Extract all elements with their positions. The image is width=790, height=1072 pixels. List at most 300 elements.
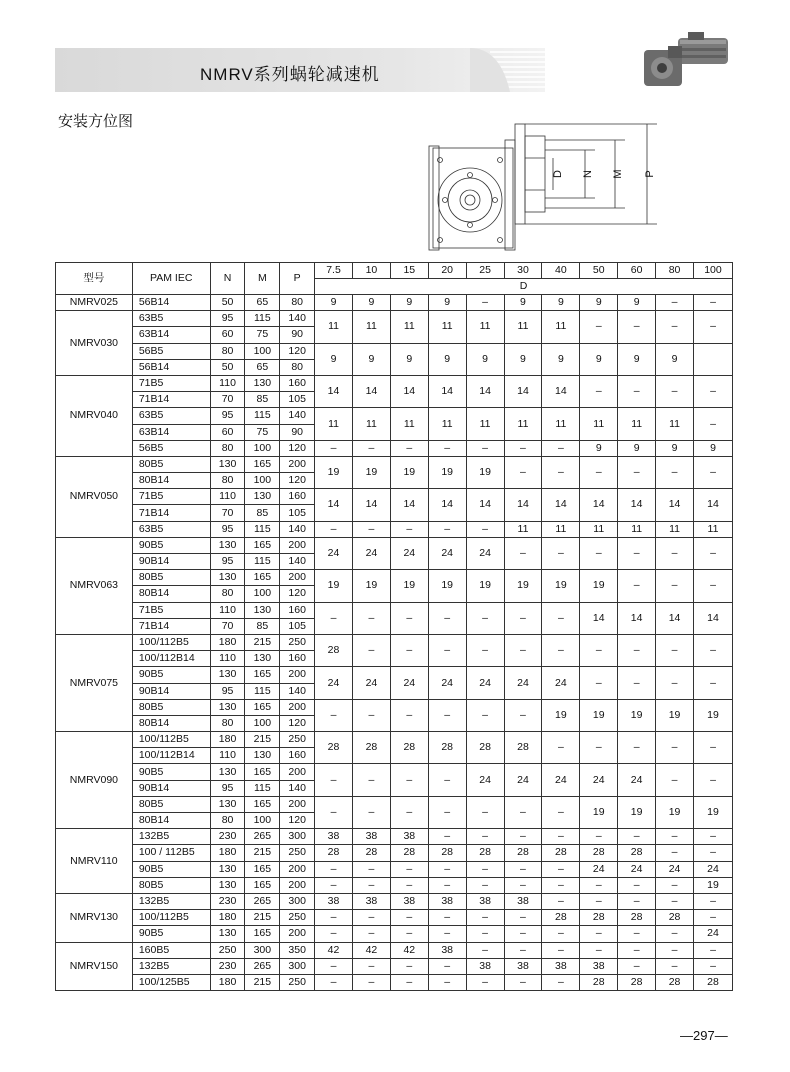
d-value-cell: – (315, 926, 353, 942)
n-cell: 180 (210, 910, 245, 926)
pam-cell: 80B14 (132, 473, 210, 489)
d-value-cell: – (656, 375, 694, 407)
d-value-cell: – (693, 375, 732, 407)
d-value-cell: – (390, 602, 428, 634)
p-cell: 160 (280, 489, 315, 505)
d-value-cell: 9 (428, 295, 466, 311)
d-value-cell: 28 (693, 974, 732, 990)
d-value-cell: 24 (428, 537, 466, 569)
d-value-cell: 28 (466, 845, 504, 861)
d-value-cell: 9 (618, 440, 656, 456)
n-cell: 130 (210, 667, 245, 683)
p-cell: 200 (280, 699, 315, 715)
d-value-cell: – (618, 537, 656, 569)
d-value-cell: – (315, 521, 353, 537)
d-value-cell: – (352, 602, 390, 634)
d-value-cell: – (656, 829, 694, 845)
d-value-cell: 19 (618, 699, 656, 731)
d-value-cell: – (693, 845, 732, 861)
d-value-cell: – (656, 634, 694, 666)
d-value-cell: 11 (542, 311, 580, 343)
d-value-cell: 24 (693, 926, 732, 942)
d-value-cell: – (656, 877, 694, 893)
m-cell: 100 (245, 715, 280, 731)
pam-cell: 100/112B14 (132, 651, 210, 667)
section-title: 安装方位图 (58, 113, 134, 130)
d-value-cell: 14 (542, 489, 580, 521)
p-cell: 200 (280, 877, 315, 893)
d-value-cell: 28 (542, 845, 580, 861)
n-cell: 180 (210, 634, 245, 650)
d-value-cell: – (504, 910, 542, 926)
d-value-cell: 19 (504, 570, 542, 602)
m-cell: 215 (245, 634, 280, 650)
d-value-cell: – (428, 764, 466, 796)
table-row (56, 699, 733, 715)
m-cell: 100 (245, 440, 280, 456)
ratio-header: 60 (618, 263, 656, 279)
m-cell: 100 (245, 343, 280, 359)
d-value-cell: 11 (618, 521, 656, 537)
d-value-cell: – (580, 537, 618, 569)
d-value-cell: 9 (542, 295, 580, 311)
d-value-cell: 28 (352, 845, 390, 861)
table-row (56, 974, 733, 990)
d-value-cell: – (656, 732, 694, 764)
d-value-cell: – (618, 634, 656, 666)
p-cell: 120 (280, 586, 315, 602)
p-cell: 350 (280, 942, 315, 958)
banner-stripes (470, 48, 640, 92)
d-value-cell: 28 (618, 974, 656, 990)
m-header: M (245, 263, 280, 295)
d-value-cell: – (693, 958, 732, 974)
m-cell: 130 (245, 602, 280, 618)
d-value-cell: 24 (618, 764, 656, 796)
pam-cell: 80B14 (132, 586, 210, 602)
d-value-cell: – (693, 456, 732, 488)
p-cell: 140 (280, 780, 315, 796)
pam-cell: 90B5 (132, 861, 210, 877)
d-value-cell: 38 (390, 829, 428, 845)
d-value-cell: – (428, 521, 466, 537)
d-value-cell: 24 (580, 861, 618, 877)
d-value-cell: – (428, 796, 466, 828)
d-value-cell: 19 (580, 699, 618, 731)
d-value-cell: – (466, 796, 504, 828)
d-value-cell: 24 (428, 667, 466, 699)
m-cell: 165 (245, 861, 280, 877)
m-cell: 265 (245, 958, 280, 974)
d-value-cell: – (656, 667, 694, 699)
pam-cell: 80B5 (132, 570, 210, 586)
pam-cell: 100/112B5 (132, 910, 210, 926)
table-row (56, 958, 733, 974)
n-cell: 130 (210, 877, 245, 893)
d-value-cell: 19 (656, 699, 694, 731)
n-cell: 250 (210, 942, 245, 958)
d-value-cell: 9 (466, 343, 504, 375)
p-cell: 120 (280, 813, 315, 829)
d-value-cell: 19 (466, 456, 504, 488)
d-value-cell: 19 (693, 699, 732, 731)
d-value-cell: 28 (580, 974, 618, 990)
d-value-cell: – (466, 521, 504, 537)
d-value-cell: 28 (656, 974, 694, 990)
d-value-cell: 9 (656, 343, 694, 375)
d-value-cell: 24 (542, 667, 580, 699)
ratio-header: 50 (580, 263, 618, 279)
d-value-cell: 28 (580, 845, 618, 861)
d-value-cell: 9 (580, 343, 618, 375)
m-cell: 165 (245, 699, 280, 715)
d-value-cell: – (693, 408, 732, 440)
d-value-cell: – (466, 974, 504, 990)
pam-cell: 90B5 (132, 667, 210, 683)
d-value-cell: – (428, 910, 466, 926)
n-cell: 130 (210, 764, 245, 780)
d-value-cell: – (542, 829, 580, 845)
d-value-cell: – (542, 537, 580, 569)
d-value-cell: 19 (352, 570, 390, 602)
d-value-cell: 38 (504, 958, 542, 974)
d-value-cell: 9 (390, 343, 428, 375)
d-value-cell: 24 (504, 667, 542, 699)
d-value-cell: – (315, 958, 353, 974)
p-cell: 200 (280, 570, 315, 586)
d-value-cell: 14 (693, 489, 732, 521)
d-value-cell: – (580, 667, 618, 699)
m-cell: 165 (245, 537, 280, 553)
d-value-cell: 11 (504, 311, 542, 343)
d-value-cell: – (466, 829, 504, 845)
n-cell: 130 (210, 796, 245, 812)
d-value-cell: – (504, 634, 542, 666)
d-value-cell: – (504, 974, 542, 990)
d-value-cell: 38 (428, 893, 466, 909)
model-cell: NMRV030 (56, 311, 133, 376)
pam-cell: 90B14 (132, 554, 210, 570)
d-value-cell: – (504, 537, 542, 569)
d-value-cell: 24 (466, 764, 504, 796)
d-value-cell: 14 (504, 375, 542, 407)
d-value-cell: 11 (352, 311, 390, 343)
d-value-cell: 14 (580, 602, 618, 634)
model-cell: NMRV150 (56, 942, 133, 991)
d-value-cell: 11 (656, 521, 694, 537)
m-cell: 75 (245, 327, 280, 343)
d-value-cell: 38 (504, 893, 542, 909)
table-row (56, 311, 733, 327)
d-value-cell: – (428, 634, 466, 666)
n-cell: 80 (210, 586, 245, 602)
d-value-cell: 14 (352, 489, 390, 521)
n-cell: 80 (210, 473, 245, 489)
n-cell: 95 (210, 408, 245, 424)
d-value-cell: 14 (656, 602, 694, 634)
pam-cell: 100/112B5 (132, 732, 210, 748)
m-cell: 165 (245, 877, 280, 893)
d-value-cell: – (693, 893, 732, 909)
d-value-cell: – (390, 796, 428, 828)
p-cell: 200 (280, 537, 315, 553)
d-value-cell: – (618, 926, 656, 942)
d-value-cell: 19 (580, 570, 618, 602)
table-row (56, 829, 733, 845)
d-value-cell: – (352, 440, 390, 456)
d-value-cell: – (390, 861, 428, 877)
d-value-cell: – (656, 926, 694, 942)
d-value-cell: 11 (428, 311, 466, 343)
d-value-cell: 28 (390, 845, 428, 861)
d-value-cell: 38 (580, 958, 618, 974)
d-value-cell: 11 (466, 408, 504, 440)
d-value-cell: 28 (315, 732, 353, 764)
p-cell: 80 (280, 359, 315, 375)
d-value-cell: 9 (352, 343, 390, 375)
n-cell: 95 (210, 554, 245, 570)
d-value-cell: – (656, 764, 694, 796)
d-value-cell: 11 (315, 311, 353, 343)
d-value-cell: – (618, 667, 656, 699)
motor-gearbox-photo (640, 28, 740, 94)
n-header: N (210, 263, 245, 295)
d-value-cell: – (656, 942, 694, 958)
d-value-cell: 11 (580, 408, 618, 440)
pam-cell: 90B14 (132, 683, 210, 699)
p-cell: 90 (280, 327, 315, 343)
pam-cell: 63B5 (132, 408, 210, 424)
m-cell: 165 (245, 570, 280, 586)
n-cell: 180 (210, 845, 245, 861)
d-value-cell: 11 (542, 521, 580, 537)
d-value-cell: – (542, 942, 580, 958)
d-value-cell: 28 (504, 732, 542, 764)
m-cell: 215 (245, 845, 280, 861)
d-value-cell: – (466, 877, 504, 893)
p-cell: 105 (280, 505, 315, 521)
d-value-cell: – (693, 311, 732, 343)
n-cell: 130 (210, 456, 245, 472)
table-row (56, 877, 733, 893)
d-value-cell: – (428, 877, 466, 893)
pam-cell: 71B14 (132, 392, 210, 408)
d-value-cell: – (542, 732, 580, 764)
pam-cell: 100/112B14 (132, 748, 210, 764)
d-value-cell: – (390, 440, 428, 456)
d-value-cell: – (428, 861, 466, 877)
d-value-cell: – (352, 861, 390, 877)
d-value-cell: – (693, 829, 732, 845)
table-row (56, 602, 733, 618)
d-value-cell: 28 (466, 732, 504, 764)
n-cell: 130 (210, 570, 245, 586)
d-value-cell: – (390, 974, 428, 990)
d-value-cell: 24 (693, 861, 732, 877)
d-value-cell: 42 (352, 942, 390, 958)
d-value-cell: – (466, 942, 504, 958)
pam-cell: 90B14 (132, 780, 210, 796)
p-cell: 300 (280, 893, 315, 909)
m-cell: 165 (245, 926, 280, 942)
mounting-drawing (425, 120, 675, 260)
model-cell: NMRV040 (56, 375, 133, 456)
d-value-cell: – (542, 796, 580, 828)
d-value-cell: 11 (693, 521, 732, 537)
d-value-cell: – (428, 602, 466, 634)
n-cell: 130 (210, 926, 245, 942)
m-cell: 265 (245, 829, 280, 845)
d-value-cell: 14 (656, 489, 694, 521)
d-value-cell: – (466, 910, 504, 926)
d-value-cell: 11 (580, 521, 618, 537)
d-value-cell: – (466, 602, 504, 634)
d-value-cell: 28 (315, 845, 353, 861)
table-row (56, 537, 733, 553)
p-cell: 300 (280, 958, 315, 974)
p-cell: 250 (280, 845, 315, 861)
n-cell: 180 (210, 732, 245, 748)
m-cell: 215 (245, 910, 280, 926)
d-value-cell: – (542, 440, 580, 456)
d-value-cell: 24 (352, 667, 390, 699)
pam-cell: 56B5 (132, 440, 210, 456)
d-value-cell: – (390, 521, 428, 537)
d-value-cell: – (315, 974, 353, 990)
p-cell: 105 (280, 618, 315, 634)
d-value-cell: 9 (504, 295, 542, 311)
p-cell: 160 (280, 748, 315, 764)
n-cell: 50 (210, 295, 245, 311)
d-value-cell: 11 (504, 521, 542, 537)
d-value-cell: 11 (504, 408, 542, 440)
d-value-cell: – (504, 829, 542, 845)
d-value-cell: 24 (580, 764, 618, 796)
d-value-cell: 19 (390, 570, 428, 602)
d-value-cell: 11 (656, 408, 694, 440)
d-value-cell: – (390, 764, 428, 796)
table-row (56, 926, 733, 942)
d-value-cell: – (504, 942, 542, 958)
d-value-cell: 28 (656, 910, 694, 926)
d-value-cell: 38 (352, 829, 390, 845)
pam-cell: 63B14 (132, 424, 210, 440)
m-cell: 85 (245, 618, 280, 634)
n-cell: 95 (210, 683, 245, 699)
d-value-cell: 14 (618, 602, 656, 634)
table-row (56, 634, 733, 650)
m-cell: 130 (245, 375, 280, 391)
model-cell: NMRV110 (56, 829, 133, 894)
dim-label: P (644, 170, 656, 178)
d-value-cell: 9 (315, 295, 353, 311)
d-value-cell: 42 (315, 942, 353, 958)
d-value-cell: – (542, 974, 580, 990)
table-row (56, 910, 733, 926)
d-value-cell: – (693, 295, 732, 311)
d-value-cell: – (390, 926, 428, 942)
n-cell: 130 (210, 699, 245, 715)
p-cell: 120 (280, 440, 315, 456)
d-value-cell: – (618, 732, 656, 764)
m-cell: 85 (245, 392, 280, 408)
d-value-cell: 11 (315, 408, 353, 440)
d-value-cell: 38 (428, 942, 466, 958)
m-cell: 65 (245, 359, 280, 375)
pam-cell: 71B5 (132, 602, 210, 618)
d-value-cell: 9 (315, 343, 353, 375)
table-row (56, 570, 733, 586)
d-value-cell: 9 (504, 343, 542, 375)
d-value-cell: – (656, 958, 694, 974)
d-value-cell: – (618, 456, 656, 488)
p-cell: 200 (280, 796, 315, 812)
pam-cell: 63B14 (132, 327, 210, 343)
d-value-cell: – (315, 861, 353, 877)
pam-cell: 90B5 (132, 926, 210, 942)
d-value-cell: 11 (390, 408, 428, 440)
pam-cell: 56B14 (132, 359, 210, 375)
d-value-cell: – (618, 311, 656, 343)
d-value-cell: – (618, 958, 656, 974)
d-value-cell: – (504, 602, 542, 634)
p-cell: 200 (280, 667, 315, 683)
d-value-cell: – (466, 440, 504, 456)
m-cell: 130 (245, 748, 280, 764)
n-cell: 95 (210, 780, 245, 796)
pam-cell: 80B14 (132, 813, 210, 829)
table-row (56, 440, 733, 456)
d-value-cell: – (466, 634, 504, 666)
d-value-cell: – (504, 861, 542, 877)
d-value-cell: – (542, 893, 580, 909)
d-value-cell: 19 (315, 456, 353, 488)
m-cell: 265 (245, 893, 280, 909)
d-value-cell: 28 (428, 845, 466, 861)
dim-label: M (612, 169, 624, 179)
d-value-cell: – (693, 570, 732, 602)
m-cell: 75 (245, 424, 280, 440)
d-value-cell: 28 (315, 634, 353, 666)
pam-cell: 90B5 (132, 537, 210, 553)
d-value-cell: 14 (428, 489, 466, 521)
ratio-header: 100 (693, 263, 732, 279)
p-cell: 140 (280, 521, 315, 537)
pam-cell: 100 / 112B5 (132, 845, 210, 861)
p-cell: 160 (280, 651, 315, 667)
d-value-cell: 38 (390, 893, 428, 909)
d-value-cell: – (315, 796, 353, 828)
d-value-cell: 14 (466, 489, 504, 521)
m-cell: 115 (245, 780, 280, 796)
d-header: D (315, 279, 733, 295)
d-value-cell: – (618, 893, 656, 909)
d-value-cell: 19 (656, 796, 694, 828)
d-value-cell: 19 (618, 796, 656, 828)
d-value-cell: 9 (352, 295, 390, 311)
p-cell: 300 (280, 829, 315, 845)
d-value-cell: 19 (580, 796, 618, 828)
page-title: NMRV系列蜗轮减速机 (200, 65, 380, 84)
m-cell: 165 (245, 796, 280, 812)
n-cell: 110 (210, 489, 245, 505)
p-cell: 250 (280, 910, 315, 926)
d-value-cell: – (618, 829, 656, 845)
d-value-cell: – (466, 699, 504, 731)
d-value-cell: – (504, 699, 542, 731)
d-value-cell: – (618, 375, 656, 407)
d-value-cell: 28 (390, 732, 428, 764)
